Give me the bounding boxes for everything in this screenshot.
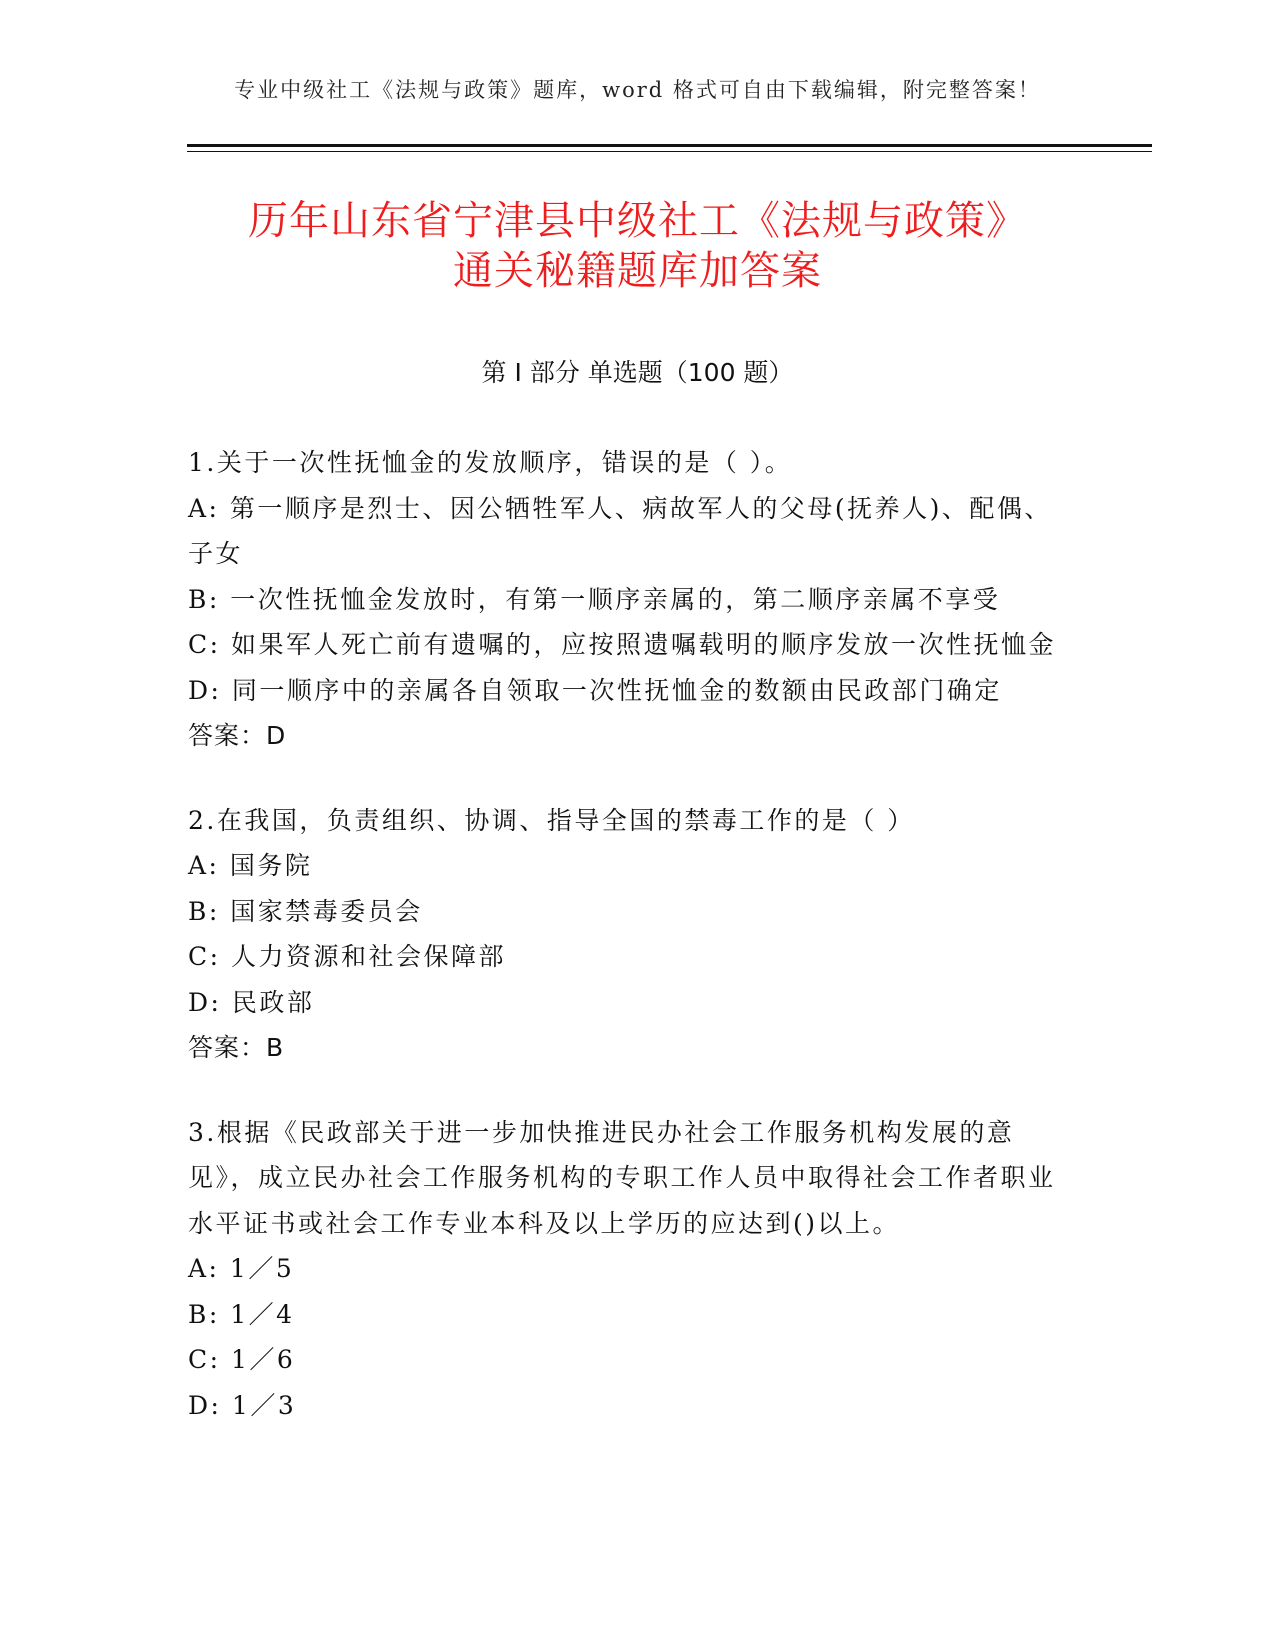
option-d: D: 同一顺序中的亲属各自领取一次性抚恤金的数额由民政部门确定 [188,675,1002,705]
option-c: C: 1／6 [188,1345,296,1374]
option-a: A: 第一顺序是烈士、因公牺牲军人、病故军人的父母(抚养人)、配偶、子女 [188,493,1052,568]
document-title-line-2: 通关秘籍题库加答案 [453,248,822,294]
question-3 [188,1110,1078,1429]
option-a: A: 1／5 [188,1254,295,1283]
document-title-line-1: 历年山东省宁津县中级社工《法规与政策》 [248,198,1027,244]
option-d: D: 1／3 [188,1390,297,1420]
question-stem: 1.关于一次性抚恤金的发放顺序，错误的是（ ）。 [188,448,793,477]
section-heading: 第 I 部分 单选题（100 题） [481,358,794,387]
document-title [150,196,1125,296]
option-b: B: 一次性抚恤金发放时，有第一顺序亲属的，第二顺序亲属不享受 [188,584,1001,614]
option-d: D: 民政部 [188,987,315,1017]
question-stem: 2.在我国，负责组织、协调、指导全国的禁毒工作的是（ ） [188,805,915,835]
question-1 [188,440,1078,759]
option-c: C: 人力资源和社会保障部 [188,942,506,971]
header-divider-thin [187,151,1152,152]
page-header: 专业中级社工《法规与政策》题库，word 格式可自由下载编辑，附完整答案！ [234,78,1041,102]
answer: 答案：D [188,721,287,750]
option-b: B: 1／4 [188,1299,295,1329]
option-a: A: 国务院 [188,851,313,880]
option-b: B: 国家禁毒委员会 [188,896,423,926]
answer: 答案：B [188,1033,285,1062]
question-list [188,440,1078,1467]
question-stem: 3.根据《民政部关于进一步加快推进民办社会工作服务机构发展的意见》，成立民办社会工作服务机构的专职工作人员中取得社会工作者职业水平证书或社会工作专业本科及以上学历的应达到()以上。 [188,1117,1056,1238]
header-divider-thick [187,144,1152,147]
question-2 [188,798,1078,1071]
option-c: C: 如果军人死亡前有遗嘱的，应按照遗嘱载明的顺序发放一次性抚恤金 [188,630,1057,659]
